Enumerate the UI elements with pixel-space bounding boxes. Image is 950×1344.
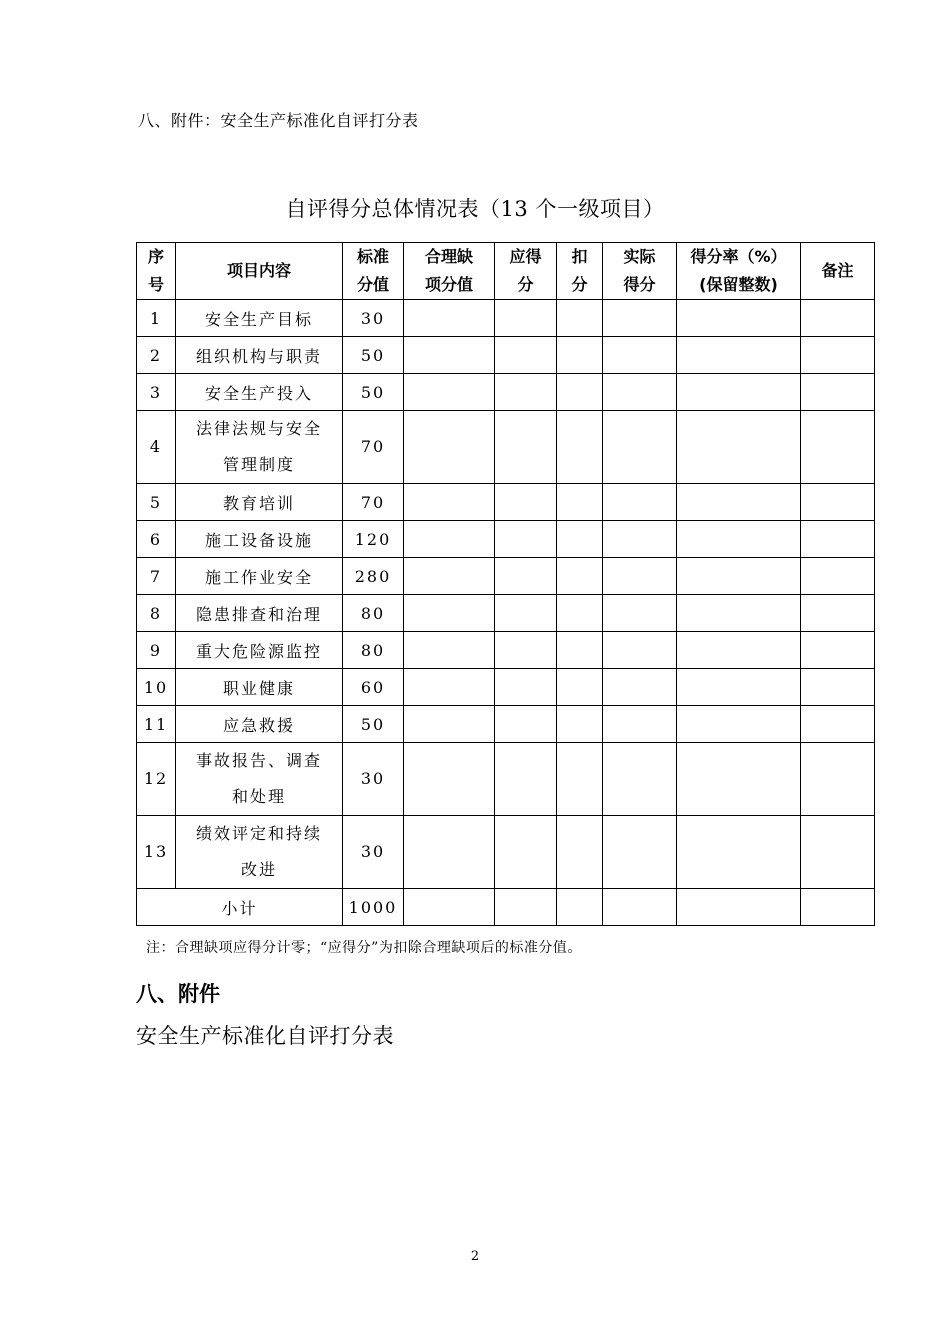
row-rate-cell[interactable]: [677, 669, 801, 706]
row-rate-cell[interactable]: [677, 816, 801, 889]
row-rate-cell[interactable]: [677, 337, 801, 374]
row-due-cell[interactable]: [495, 521, 557, 558]
row-remark-cell[interactable]: [801, 632, 875, 669]
row-item-line: 改进: [240, 860, 277, 879]
row-missing-cell[interactable]: [404, 632, 495, 669]
row-remark-cell[interactable]: [801, 669, 875, 706]
row-item-line: 绩效评定和持续: [195, 824, 322, 843]
row-actual-cell[interactable]: [603, 632, 677, 669]
row-missing-cell[interactable]: [404, 337, 495, 374]
header-standard: 标准 分值: [343, 243, 404, 300]
row-missing-cell[interactable]: [404, 595, 495, 632]
row-remark-cell[interactable]: [801, 411, 875, 484]
row-deduct-cell[interactable]: [557, 484, 603, 521]
row-missing-cell[interactable]: [404, 300, 495, 337]
row-missing-cell[interactable]: [404, 374, 495, 411]
row-missing-cell[interactable]: [404, 521, 495, 558]
table-row: [137, 632, 875, 669]
row-item-line: 施工设备设施: [204, 530, 313, 550]
row-item-line: 施工作业安全: [204, 567, 313, 587]
row-item-line: 和处理: [231, 787, 286, 806]
empty-cell[interactable]: [404, 889, 495, 926]
row-standard-score: 60: [343, 669, 404, 706]
row-standard-score: 70: [343, 484, 404, 521]
table-row: [137, 669, 875, 706]
row-deduct-cell[interactable]: [557, 411, 603, 484]
row-rate-cell[interactable]: [677, 743, 801, 816]
row-actual-cell[interactable]: [603, 374, 677, 411]
row-missing-cell[interactable]: [404, 816, 495, 889]
row-number: 2: [137, 337, 176, 374]
row-missing-cell[interactable]: [404, 706, 495, 743]
row-number: 7: [137, 558, 176, 595]
row-item: [176, 337, 343, 374]
row-number: 11: [137, 706, 176, 743]
row-item: [176, 521, 343, 558]
row-number: 10: [137, 669, 176, 706]
empty-cell[interactable]: [603, 889, 677, 926]
row-item: [176, 374, 343, 411]
row-due-cell[interactable]: [495, 816, 557, 889]
table-row: [137, 521, 875, 558]
row-item-line: 安全生产投入: [204, 383, 313, 403]
row-due-cell[interactable]: [495, 743, 557, 816]
row-deduct-cell[interactable]: [557, 374, 603, 411]
row-rate-cell[interactable]: [677, 706, 801, 743]
row-due-cell[interactable]: [495, 411, 557, 484]
row-item-line: 应急救援: [222, 715, 295, 735]
row-number: 4: [137, 411, 176, 484]
empty-cell[interactable]: [801, 889, 875, 926]
row-rate-cell[interactable]: [677, 300, 801, 337]
row-missing-cell[interactable]: [404, 411, 495, 484]
row-standard-score: 280: [343, 558, 404, 595]
row-number: 8: [137, 595, 176, 632]
row-deduct-cell[interactable]: [557, 521, 603, 558]
row-rate-cell[interactable]: [677, 595, 801, 632]
row-rate-cell[interactable]: [677, 558, 801, 595]
row-remark-cell[interactable]: [801, 706, 875, 743]
row-standard-score: 50: [343, 706, 404, 743]
row-item-line: 事故报告、调查: [195, 751, 322, 770]
row-standard-score: 30: [343, 816, 404, 889]
row-number: 13: [137, 816, 176, 889]
row-number: 12: [137, 743, 176, 816]
row-number: 6: [137, 521, 176, 558]
row-number: 5: [137, 484, 176, 521]
table-row: [137, 484, 875, 521]
row-deduct-cell[interactable]: [557, 558, 603, 595]
row-due-cell[interactable]: [495, 300, 557, 337]
row-remark-cell[interactable]: [801, 743, 875, 816]
row-remark-cell[interactable]: [801, 337, 875, 374]
row-item: [176, 816, 343, 889]
row-standard-score: 120: [343, 521, 404, 558]
row-remark-cell[interactable]: [801, 374, 875, 411]
row-actual-cell[interactable]: [603, 521, 677, 558]
header-remark: 备注: [801, 243, 875, 300]
row-standard-score: 50: [343, 374, 404, 411]
row-due-cell[interactable]: [495, 595, 557, 632]
row-item: [176, 743, 343, 816]
row-deduct-cell[interactable]: [557, 816, 603, 889]
score-table: [136, 242, 875, 926]
row-item: [176, 595, 343, 632]
row-item: [176, 558, 343, 595]
row-item-line: 隐患排查和治理: [195, 604, 322, 624]
row-deduct-cell[interactable]: [557, 706, 603, 743]
row-remark-cell[interactable]: [801, 521, 875, 558]
row-number: 1: [137, 300, 176, 337]
subtotal-label: 小计: [137, 889, 343, 926]
row-item-line: 法律法规与安全: [195, 419, 322, 438]
row-due-cell[interactable]: [495, 337, 557, 374]
row-due-cell[interactable]: [495, 558, 557, 595]
row-actual-cell[interactable]: [603, 558, 677, 595]
row-due-cell[interactable]: [495, 669, 557, 706]
table-body: [137, 300, 875, 889]
page-number: 2: [470, 1249, 480, 1264]
row-rate-cell[interactable]: [677, 521, 801, 558]
row-item-line: 职业健康: [222, 678, 295, 698]
row-item-line: 组织机构与职责: [195, 346, 322, 366]
table-note: 注：合理缺项应得分计零；“应得分”为扣除合理缺项后的标准分值。: [146, 940, 582, 956]
subtotal-standard: 1000: [343, 889, 404, 926]
header-item: 项目内容: [176, 243, 343, 300]
row-number: 9: [137, 632, 176, 669]
row-deduct-cell[interactable]: [557, 743, 603, 816]
table-row: [137, 558, 875, 595]
empty-cell[interactable]: [495, 889, 557, 926]
row-item: [176, 706, 343, 743]
row-item-line: 管理制度: [222, 455, 295, 474]
row-remark-cell[interactable]: [801, 300, 875, 337]
row-number: 3: [137, 374, 176, 411]
row-missing-cell[interactable]: [404, 743, 495, 816]
row-due-cell[interactable]: [495, 374, 557, 411]
row-actual-cell[interactable]: [603, 595, 677, 632]
row-actual-cell[interactable]: [603, 816, 677, 889]
row-remark-cell[interactable]: [801, 816, 875, 889]
row-item-line: 重大危险源监控: [195, 641, 322, 661]
row-missing-cell[interactable]: [404, 558, 495, 595]
header-deduct: 扣 分: [557, 243, 603, 300]
table-row: [137, 816, 875, 889]
row-rate-cell[interactable]: [677, 374, 801, 411]
header-due: 应得 分: [495, 243, 557, 300]
row-missing-cell[interactable]: [404, 484, 495, 521]
top-heading: 八、附件：安全生产标准化自评打分表: [138, 111, 419, 130]
header-no: 序 号: [137, 243, 176, 300]
subtotal-row: [137, 889, 875, 926]
header-missing: 合理缺 项分值: [404, 243, 495, 300]
row-actual-cell[interactable]: [603, 484, 677, 521]
row-deduct-cell[interactable]: [557, 669, 603, 706]
row-standard-score: 30: [343, 743, 404, 816]
row-due-cell[interactable]: [495, 484, 557, 521]
table-row: [137, 595, 875, 632]
row-remark-cell[interactable]: [801, 558, 875, 595]
header-rate: 得分率（%） (保留整数): [677, 243, 801, 300]
row-item: [176, 669, 343, 706]
empty-cell[interactable]: [557, 889, 603, 926]
row-actual-cell[interactable]: [603, 411, 677, 484]
table-row: [137, 374, 875, 411]
row-actual-cell[interactable]: [603, 337, 677, 374]
row-actual-cell[interactable]: [603, 706, 677, 743]
row-actual-cell[interactable]: [603, 669, 677, 706]
empty-cell[interactable]: [677, 889, 801, 926]
table-row: [137, 337, 875, 374]
table-title: 自评得分总体情况表（13 个一级项目）: [285, 197, 665, 221]
row-item: [176, 632, 343, 669]
table-row: [137, 300, 875, 337]
row-standard-score: 80: [343, 632, 404, 669]
row-deduct-cell[interactable]: [557, 632, 603, 669]
row-item-line: 安全生产目标: [204, 309, 313, 329]
table-row: [137, 411, 875, 484]
row-rate-cell[interactable]: [677, 411, 801, 484]
row-remark-cell[interactable]: [801, 484, 875, 521]
header-row: [137, 243, 875, 300]
row-due-cell[interactable]: [495, 632, 557, 669]
table-row: [137, 706, 875, 743]
row-standard-score: 80: [343, 595, 404, 632]
row-rate-cell[interactable]: [677, 484, 801, 521]
row-due-cell[interactable]: [495, 706, 557, 743]
row-actual-cell[interactable]: [603, 300, 677, 337]
row-deduct-cell[interactable]: [557, 300, 603, 337]
section-subtitle: 安全生产标准化自评打分表: [136, 1024, 394, 1048]
row-item: [176, 484, 343, 521]
row-item: [176, 411, 343, 484]
row-standard-score: 50: [343, 337, 404, 374]
row-deduct-cell[interactable]: [557, 337, 603, 374]
row-standard-score: 30: [343, 300, 404, 337]
row-item-line: 教育培训: [222, 493, 295, 513]
header-actual: 实际 得分: [603, 243, 677, 300]
table-row: [137, 743, 875, 816]
row-rate-cell[interactable]: [677, 632, 801, 669]
row-item: [176, 300, 343, 337]
section-heading: 八、附件: [136, 982, 220, 1006]
row-deduct-cell[interactable]: [557, 595, 603, 632]
row-missing-cell[interactable]: [404, 669, 495, 706]
row-standard-score: 70: [343, 411, 404, 484]
row-remark-cell[interactable]: [801, 595, 875, 632]
row-actual-cell[interactable]: [603, 743, 677, 816]
